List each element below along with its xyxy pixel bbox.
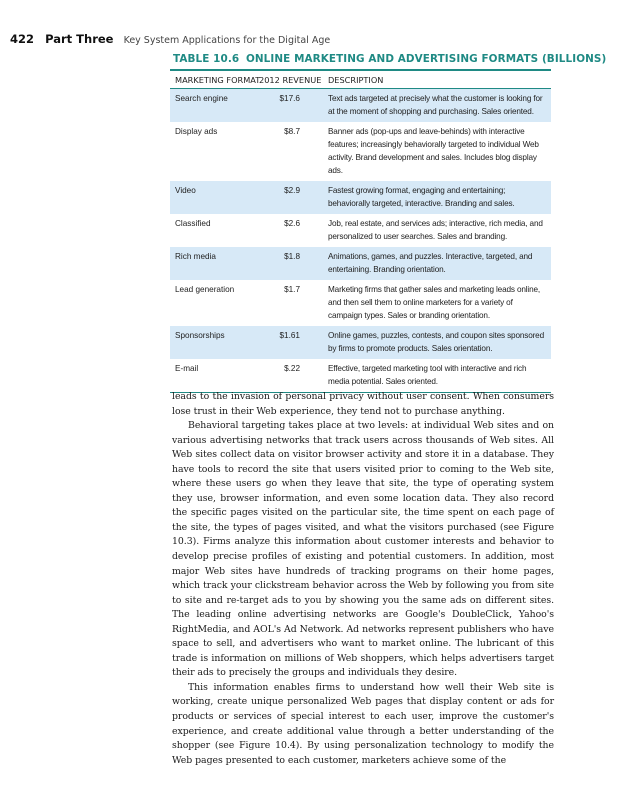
page-number: 422 [10,32,35,46]
column-header-description: DESCRIPTION [328,71,551,89]
description-cell: Text ads targeted at precisely what the customer is looking for at the moment of shopping and purchasing. Sales oriented. [328,88,551,122]
format-cell: Classified [175,218,211,228]
revenue-cell: $1.8 [253,247,328,280]
revenue-cell: $2.9 [253,181,328,214]
format-cell: Search engine [170,88,253,122]
description-cell: Job, real estate, and services ads; interactive, rich media, and personalized to user searches. Sales and branding. [328,218,543,241]
formats-table [170,71,551,393]
section-title: Key System Applications for the Digital Age [123,35,331,46]
description-cell: Marketing firms that gather sales and marketing leads online, and then sell them to online marketers for a variety of campaign types. Sales or branding orientation. [328,284,541,320]
table-row [170,247,551,280]
description-cell: Effective, targeted marketing tool with interactive and rich media potential. Sales oriented. [328,359,551,393]
description-cell: Fastest growing format, engaging and entertaining; behaviorally targeted, interactive. Branding and sales. [328,181,551,214]
format-cell: Rich media [170,247,253,280]
revenue-cell: $8.7 [284,126,300,136]
revenue-cell: $.22 [253,359,328,393]
table-10-6 [170,53,607,393]
table-row [170,280,551,326]
paragraph: This information enables firms to understand how well their Web site is working, create unique personalized Web pages that display content or ads for products or services of special interest to each user, improve the customer's experience, and create additional value through a better understanding of the shopper (see Figure 10.4). By using personalization technology to modify the Web pages presented to each customer, marketers achieve some of the [172,681,554,766]
revenue-cell: $1.7 [284,284,300,294]
format-cell: Video [170,181,253,214]
format-cell: E-mail [170,359,253,393]
table-header-row [170,71,551,89]
column-header-format: MARKETING FORMAT [170,71,253,89]
table-number: TABLE 10.6 [173,53,240,65]
revenue-cell: $1.61 [253,326,328,359]
paragraph: Behavioral targeting takes place at two levels: at individual Web sites and on various advertising networks that track users across thousands of Web sites. All Web sites collect data on visitor browser activity and store it in a database. They have tools to record the site that users visited prior to coming to the Web site, where these users go when they leave that site, the type of operating system they use, browser information, and even some location data. They also record the specific pages visited on the particular site, the time spent on each page of the site, the types of pages visited, and what the visitors purchased (see Figure 10.3). Firms analyze this information about customer interests and behavior to develop precise profiles of existing and potential customers. In addition, most major Web sites have hundreds of tracking programs on their home pages, which track your clickstream behavior across the Web by following you from site to site and re-target ads to you by showing you the same ads on different sites. The leading online advertising networks are Google's DoubleClick, Yahoo's RightMedia, and AOL's Ad Network. Ad networks represent publishers who have space to sell, and advertisers who want to market online. The lubricant of this trade is information on millions of Web shoppers, which helps advertisers target their ads to precisely the groups and individuals they desire. [172,420,554,679]
format-cell: Lead generation [175,284,235,294]
table-row [170,359,551,393]
column-header-revenue: 2012 REVENUE [253,71,328,89]
paragraph: leads to the invasion of personal privacy without user consent. When consumers lose trust in their Web experience, they tend not to purchase anything. [172,391,554,417]
format-cell: Sponsorships [170,326,253,359]
part-label: Part Three [45,32,114,46]
table-row [170,214,551,247]
table-row [170,326,551,359]
table-title [173,53,607,65]
description-cell: Banner ads (pop-ups and leave-behinds) with interactive features; increasingly behaviorally targeted to individual Web activity. Brand development and sales. Includes blog display ads. [328,126,539,175]
page-header [10,28,330,47]
table-caption: ONLINE MARKETING AND ADVERTISING FORMATS (BILLIONS) [245,53,607,65]
format-cell: Display ads [175,126,218,136]
table-row [170,122,551,181]
body-text [172,390,554,768]
revenue-cell: $2.6 [284,218,300,228]
revenue-cell: $17.6 [253,88,328,122]
table-row [170,181,551,214]
description-cell: Animations, games, and puzzles. Interactive, targeted, and entertaining. Branding orientation. [328,247,551,280]
description-cell: Online games, puzzles, contests, and coupon sites sponsored by firms to promote products. Sales orientation. [328,326,551,359]
table-row [170,88,551,122]
